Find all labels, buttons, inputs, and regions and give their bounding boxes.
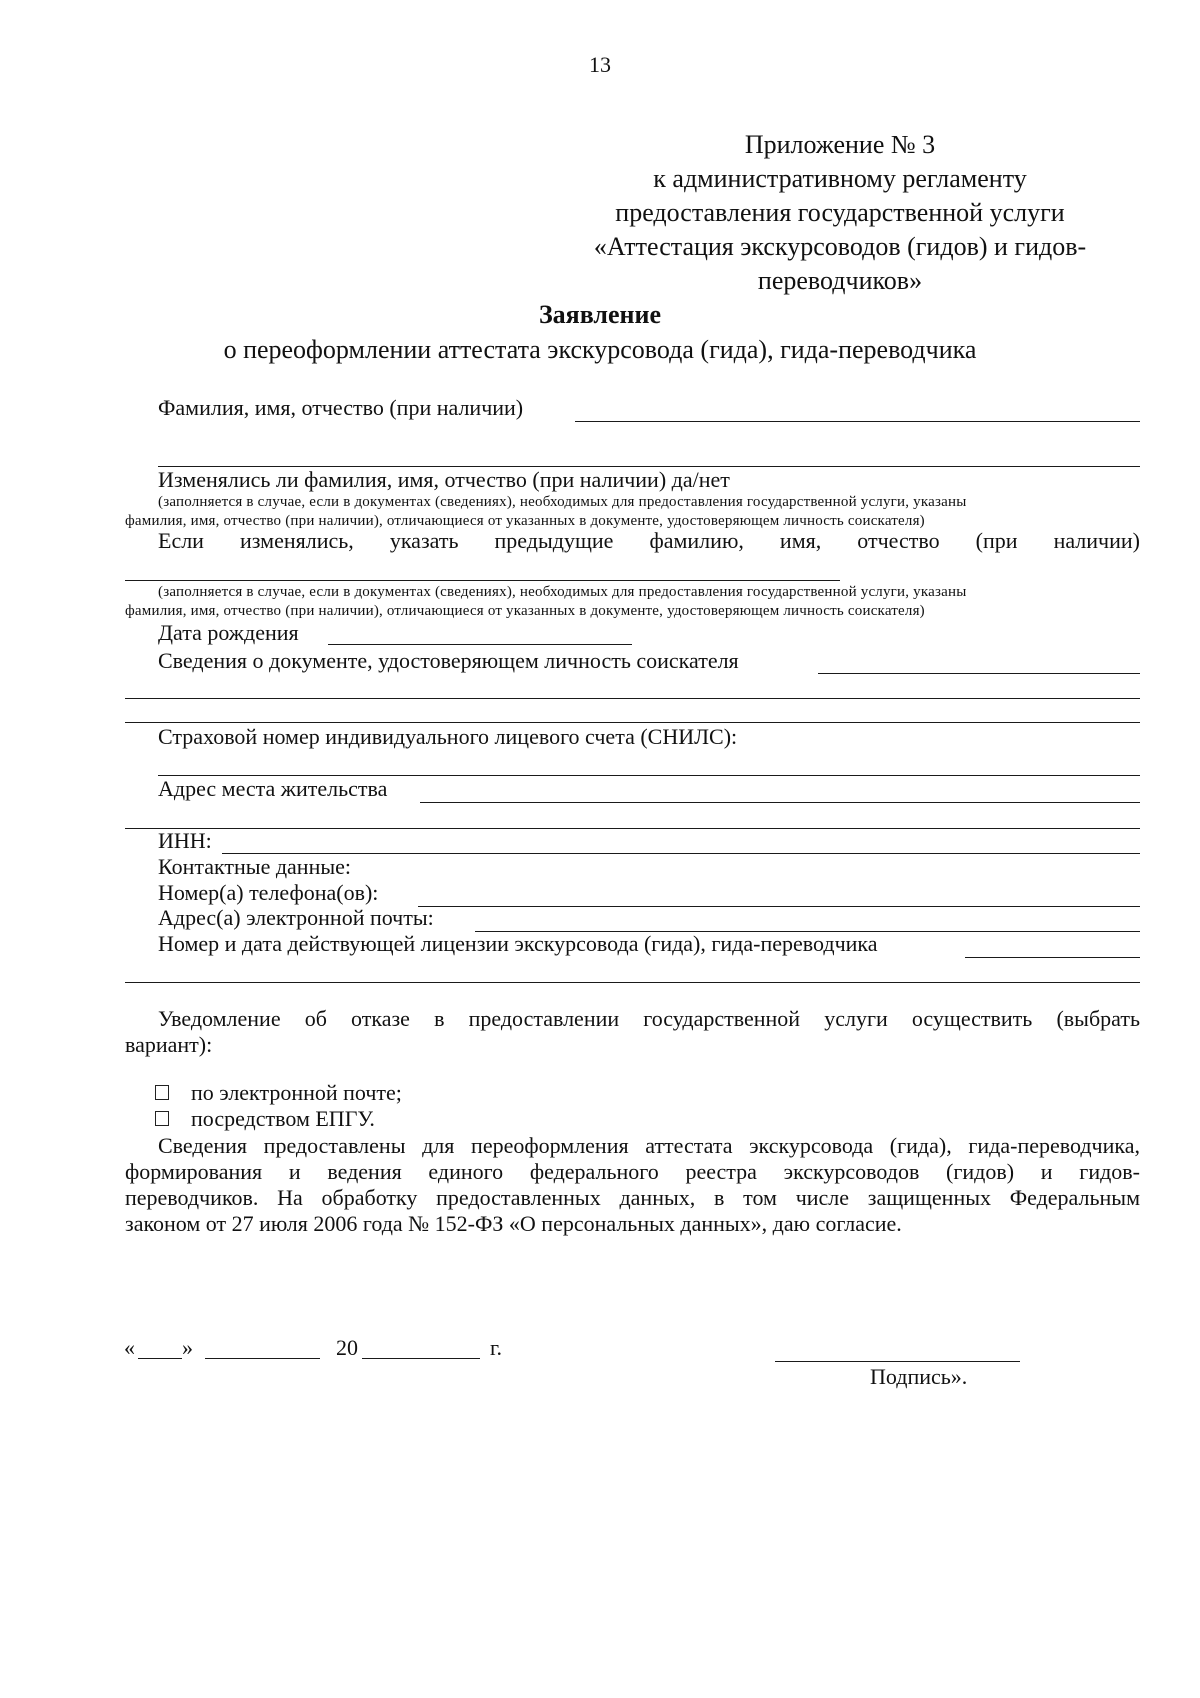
id-document-field-line-3[interactable] [125,722,1140,723]
fio-label: Фамилия, имя, отчество (при наличии) [158,395,524,420]
date-open-quote: « [124,1335,135,1360]
fio-field[interactable] [575,421,1140,422]
appendix-line-1: Приложение № 3 [744,130,936,159]
prev-fio-label: Если изменялись, указать предыдущие фамилию, имя, отчество (при наличии) [158,528,1140,553]
option-email[interactable] [155,1080,402,1106]
consent-line-1: Сведения предоставлены для переоформления аттестата экскурсовода (гида), гида-переводчика, [158,1133,1140,1158]
inn-field[interactable] [222,853,1140,854]
date-month-field[interactable] [205,1358,320,1359]
notification-line-1: Уведомление об отказе в предоставлении государственной услуги осуществить (выбрать [158,1006,1140,1031]
prev-fio-field[interactable] [125,580,840,581]
birth-date-label: Дата рождения [158,620,299,645]
snils-label: Страховой номер индивидуального лицевого счета (СНИЛС): [158,724,738,749]
page-number: 13 [589,52,611,77]
inn-label: ИНН: [158,828,212,853]
contacts-label: Контактные данные: [158,854,351,879]
notification-line-2: вариант): [125,1032,213,1057]
note-2-line-1: (заполняется в случае, если в документах (сведениях), необходимых для предоставления государственной услуги, указаны [158,584,967,600]
date-year-field[interactable] [362,1358,480,1359]
note-1-line-2: фамилия, имя, отчество (при наличии), отличающиеся от указанных в документе, удостоверяющем личность соискателя) [125,513,925,529]
appendix-line-4: «Аттестация экскурсоводов (гидов) и гидов- [593,232,1087,261]
note-1-line-1: (заполняется в случае, если в документах (сведениях), необходимых для предоставления государственной услуги, указаны [158,494,967,510]
date-year-suffix: г. [490,1335,503,1360]
date-day-field[interactable] [138,1358,182,1359]
option-epgu-label: посредством ЕПГУ. [191,1106,375,1131]
id-document-label: Сведения о документе, удостоверяющем личность соискателя [158,648,739,673]
consent-line-2: формирования и ведения единого федерального реестра экскурсоводов (гидов) и гидов- [125,1159,1140,1184]
license-label: Номер и дата действующей лицензии экскурсовода (гида), гида-переводчика [158,931,878,956]
address-field-line-2[interactable] [125,828,1140,829]
signature-field[interactable] [775,1361,1020,1362]
id-document-field[interactable] [818,673,1140,674]
license-field-line-2[interactable] [125,982,1140,983]
appendix-line-3: предоставления государственной услуги [615,198,1065,227]
date-close-quote: » [182,1335,193,1360]
note-2-line-2: фамилия, имя, отчество (при наличии), отличающиеся от указанных в документе, удостоверяющем личность соискателя) [125,603,925,619]
address-field[interactable] [420,802,1140,803]
signature-label: Подпись». [870,1364,968,1389]
appendix-line-2: к административному регламенту [653,164,1027,193]
consent-line-4: законом от 27 июля 2006 года № 152-ФЗ «О персональных данных», даю согласие. [125,1211,902,1236]
option-email-label: по электронной почте; [191,1080,402,1105]
date-year-prefix: 20 [336,1335,358,1360]
option-epgu[interactable] [155,1106,375,1132]
consent-line-3: переводчиков. На обработку предоставленных данных, в том числе защищенных Федеральным [125,1185,1140,1210]
id-document-field-line-2[interactable] [125,698,1140,699]
document-subtitle: о переоформлении аттестата экскурсовода (гида), гида-переводчика [223,335,977,364]
phone-label: Номер(а) телефона(ов): [158,880,379,905]
license-field[interactable] [965,957,1140,958]
phone-field[interactable] [418,906,1140,907]
email-label: Адрес(а) электронной почты: [158,905,434,930]
appendix-line-5: переводчиков» [757,266,923,295]
birth-date-field[interactable] [328,644,632,645]
checkbox-epgu[interactable] [155,1111,169,1126]
fio-changed-label: Изменялись ли фамилия, имя, отчество (при наличии) да/нет [158,467,730,492]
appendix-header [590,128,1090,298]
document-title: Заявление [538,300,662,329]
checkbox-email[interactable] [155,1085,169,1100]
address-label: Адрес места жительства [158,776,388,801]
